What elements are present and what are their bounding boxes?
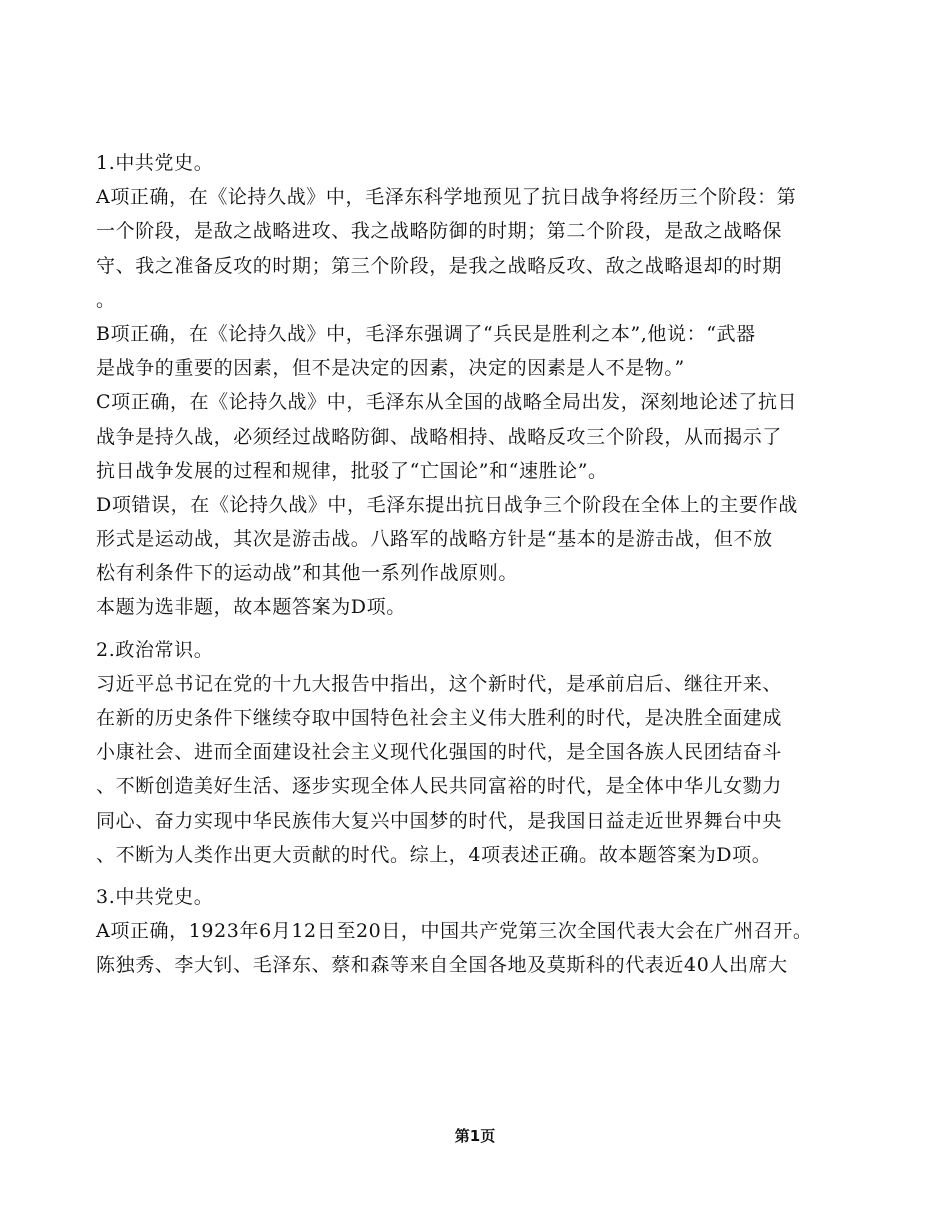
section-gap — [96, 625, 872, 633]
text-line: A项正确，在《论持久战》中，毛泽东科学地预见了抗日战争将经历三个阶段：第 — [96, 186, 797, 209]
section-heading: 3.中共党史。 — [96, 885, 214, 908]
text-line: 。 — [96, 288, 116, 311]
text-line: D项错误，在《论持久战》中，毛泽东提出抗日战争三个阶段在全体上的主要作战 — [96, 493, 798, 516]
text-line: 抗日战争发展的过程和规律，批驳了“亡国论”和“速胜论”。 — [96, 459, 608, 482]
text-line: 、不断创造美好生活、逐步实现全体人民共同富裕的时代，是全体中华儿女勠力 — [96, 775, 783, 798]
text-line: 、不断为人类作出更大贡献的时代。综上，4项表述正确。故本题答案为D项。 — [96, 843, 772, 866]
text-line: 松有利条件下的运动战”和其他一系列作战原则。 — [96, 562, 518, 585]
text-line: 战争是持久战，必须经过战略防御、战略相持、战略反攻三个阶段，从而揭示了 — [96, 425, 783, 448]
text-line: C项正确，在《论持久战》中，毛泽东从全国的战略全局出发，深刻地论述了抗日 — [96, 391, 798, 414]
text-line: 小康社会、进而全面建设社会主义现代化强国的时代，是全国各族人民团结奋斗 — [96, 741, 783, 764]
text-line: 陈独秀、李大钊、毛泽东、蔡和森等来自全国各地及莫斯科的代表近40人出席大 — [96, 954, 788, 977]
section-gap — [96, 872, 872, 880]
section-heading: 2.政治常识。 — [96, 638, 214, 661]
page-number: 第1页 — [454, 1127, 496, 1145]
text-line: A项正确，1923年6月12日至20日，中国共产党第三次全国代表大会在广州召开。 — [96, 920, 813, 943]
section-heading: 1.中共党史。 — [96, 152, 214, 174]
text-line: 在新的历史条件下继续夺取中国特色社会主义伟大胜利的时代，是决胜全面建成 — [96, 707, 783, 729]
text-line: 是战争的重要的因素，但不是决定的因素，决定的因素是人不是物。” — [96, 357, 685, 380]
text-line: 守、我之准备反攻的时期；第三个阶段，是我之战略反攻、敌之战略退却的时期 — [96, 254, 783, 277]
text-line: 习近平总书记在党的十九大报告中指出，这个新时代，是承前启后、继往开来、 — [96, 672, 783, 695]
text-line: B项正确，在《论持久战》中，毛泽东强调了“兵民是胜利之本”,他说：“武器 — [96, 322, 756, 345]
section-2 — [96, 633, 872, 872]
text-line: 一个阶段，是敌之战略进攻、我之战略防御的时期；第二个阶段，是敌之战略保 — [96, 220, 783, 243]
document-body — [96, 146, 872, 983]
text-line: 形式是运动战，其次是游击战。八路军的战略方针是“基本的是游击战，但不放 — [96, 528, 773, 551]
section-3 — [96, 880, 872, 983]
section-1 — [96, 146, 872, 625]
text-line: 本题为选非题，故本题答案为D项。 — [96, 596, 406, 619]
text-line: 同心、奋力实现中华民族伟大复兴中国梦的时代，是我国日益走近世界舞台中央 — [96, 809, 783, 832]
